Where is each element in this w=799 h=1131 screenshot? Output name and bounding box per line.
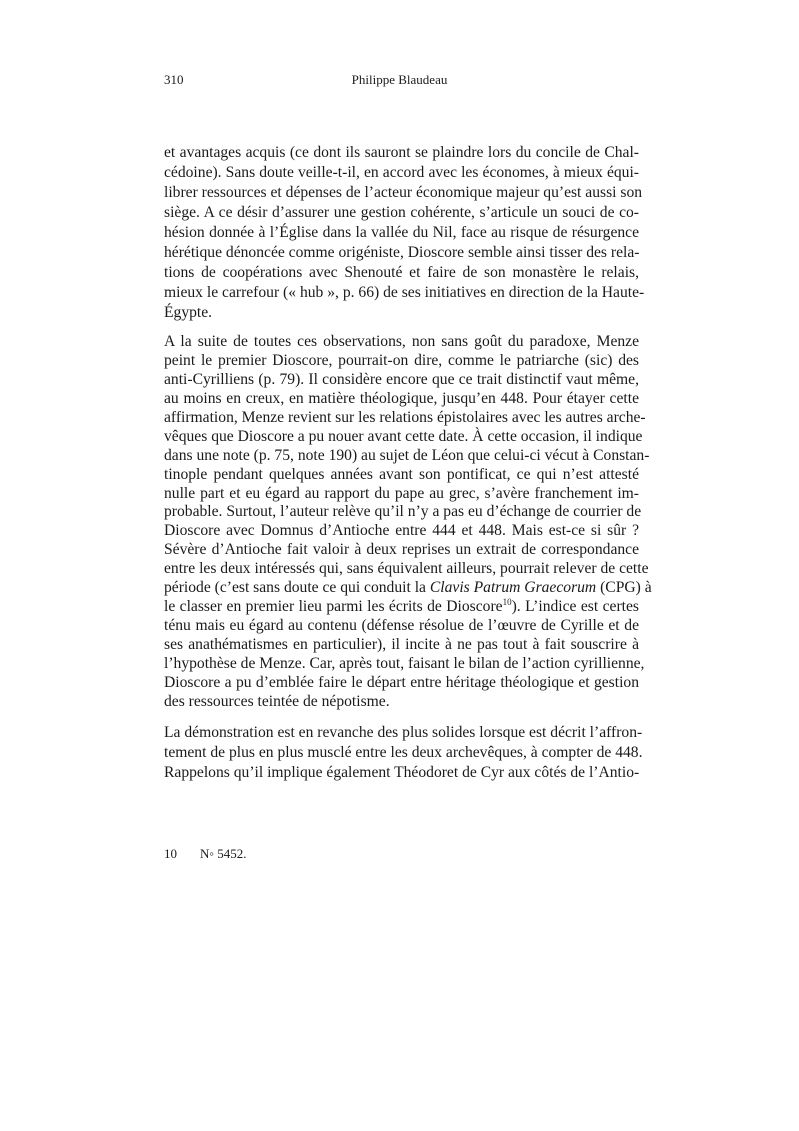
running-header-author: Philippe Blaudeau (351, 72, 448, 87)
text-line: hésion donnée à l’Église dans la vallée du Nil, face au risque de résurgence (164, 224, 639, 241)
text-line: hérétique dénoncée comme origéniste, Dioscore semble ainsi tisser des rela- (164, 244, 640, 261)
text-line: dans une note (p. 75, note 190) au sujet de Léon que celui-ci vécut à Constan- (164, 446, 650, 464)
page-number: 310 (164, 72, 184, 87)
text-line: tinople pendant quelques années avant son pontificat, ce qui n’est attesté (164, 465, 639, 483)
text-line (164, 598, 639, 617)
footnote-number: 10 (164, 846, 177, 861)
paragraph-2 (164, 333, 652, 712)
text-line: mieux le carrefour (« hub », p. 66) de ses initiatives en direction de la Haute- (164, 284, 645, 301)
text-line: affirmation, Menze revient sur les relations épistolaires avec les autres arche- (164, 408, 646, 426)
text-line: au moins en creux, en matière théologique, jusqu’en 448. Pour étayer cette (164, 389, 639, 407)
text-line: ténu mais eu égard au contenu (défense résolue de l’œuvre de Cyrille et de (164, 617, 639, 635)
text-line: siège. A ce désir d’assurer une gestion cohérente, s’articule un souci de co- (164, 204, 639, 221)
text-line: librer ressources et dépenses de l’acteur économique majeur qu’est aussi son (164, 184, 643, 201)
text-line: La démonstration est en revanche des plus solides lorsque est décrit l’affron- (164, 724, 643, 741)
italic-title: Clavis Patrum Graecorum (429, 579, 597, 597)
text-line: et avantages acquis (ce dont ils sauront se plaindre lors du concile de Chal- (164, 144, 639, 161)
text-span: le classer en premier lieu parmi les écrits de Dioscore (164, 598, 503, 616)
text-line: l’hypothèse de Menze. Car, après tout, faisant le bilan de l’action cyrillienne, (164, 654, 645, 672)
paragraph-1 (164, 143, 645, 323)
footnote-reference[interactable]: 10 (502, 597, 512, 608)
text-line: tement de plus en plus musclé entre les deux archevêques, à compter de 448. (164, 744, 643, 761)
text-line: nulle part et eu égard au rapport du pape au grec, s’avère franchement im- (164, 484, 639, 502)
text-line: Dioscore a pu d’emblée faire le départ entre héritage théologique et gestion (164, 673, 639, 691)
text-line (164, 579, 652, 598)
text-line: cédoine). Sans doute veille-t-il, en accord avec les économes, à mieux équi- (164, 164, 639, 181)
text-line: entre les deux intéressés qui, sans équivalent ailleurs, pourrait relever de cette (164, 560, 649, 578)
text-line: Égypte. (164, 304, 213, 321)
text-line: anti-Cyrilliens (p. 79). Il considère encore que ce trait distinctif vaut même, (164, 370, 639, 388)
footnote (164, 846, 247, 862)
text-span: ). L’indice est certes (511, 598, 639, 616)
text-line: vêques que Dioscore a pu nouer avant cette date. À cette occasion, il indique (164, 427, 643, 445)
text-line: A la suite de toutes ces observations, non sans goût du paradoxe, Menze (164, 333, 639, 350)
text-line: Rappelons qu’il implique également Théodoret de Cyr aux côtés de l’Antio- (164, 764, 640, 781)
text-span: période (c’est sans doute ce qui conduit la (164, 579, 430, 597)
text-line: probable. Surtout, l’auteur relève qu’il n’y a pas eu d’échange de courrier de (164, 503, 642, 521)
text-line: tions de coopérations avec Shenouté et faire de son monastère le relais, (164, 264, 639, 281)
footnote-text: N◦ 5452. (200, 846, 247, 861)
text-line: ses anathématismes en particulier), il incite à ne pas tout à fait souscrire à (164, 636, 639, 653)
text-line: des ressources teintée de népotisme. (164, 692, 390, 710)
text-line: Dioscore avec Domnus d’Antioche entre 444 et 448. Mais est-ce si sûr ? (164, 522, 639, 540)
paragraph-3 (164, 723, 643, 783)
text-line: peint le premier Dioscore, pourrait-on dire, comme le patriarche (sic) des (164, 351, 639, 369)
text-span: (CPG) à (596, 579, 652, 597)
text-line: Sévère d’Antioche fait valoir à deux reprises un extrait de correspondance (164, 541, 639, 559)
